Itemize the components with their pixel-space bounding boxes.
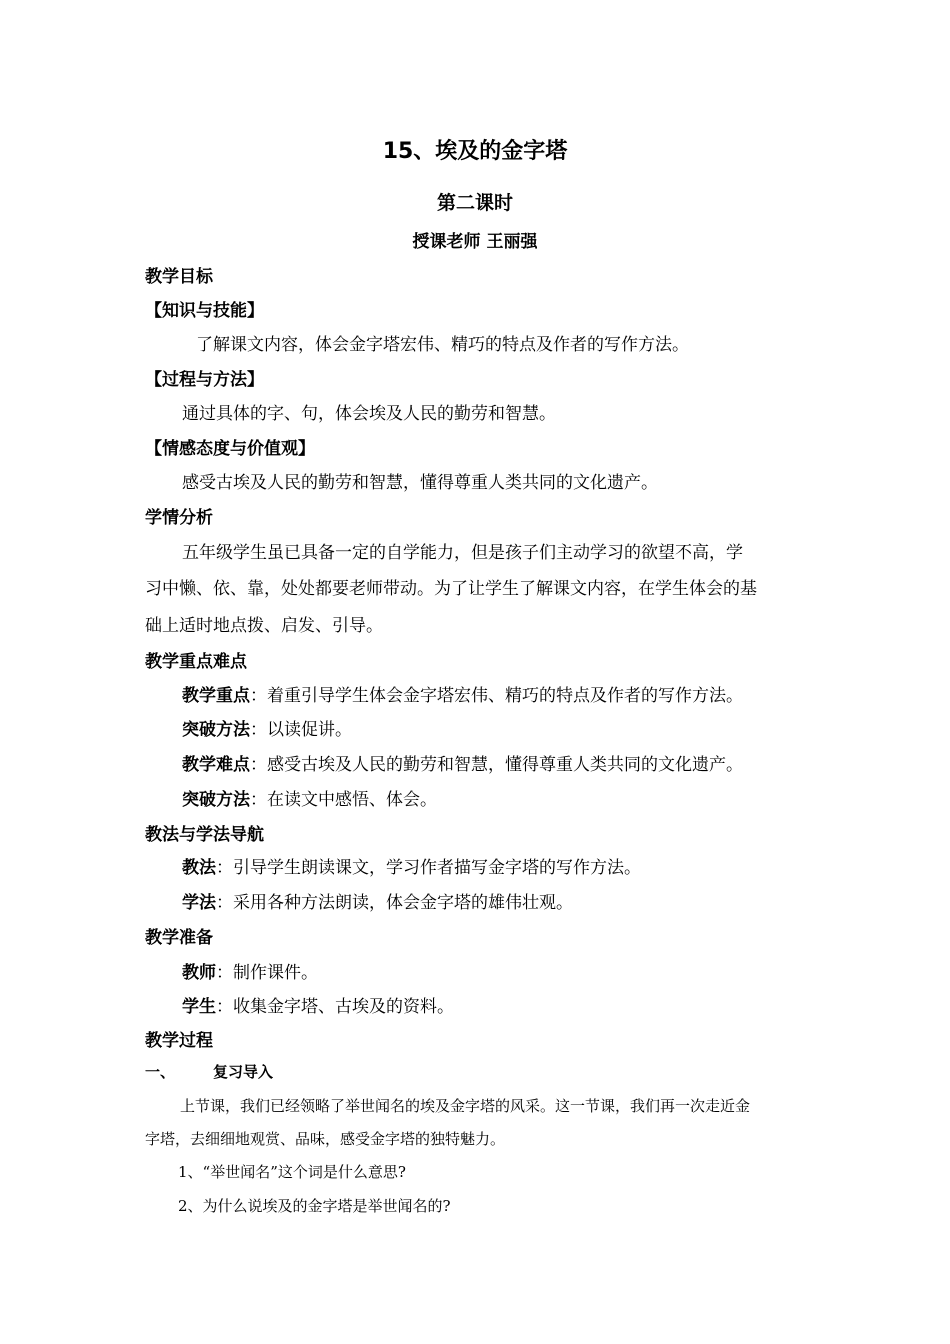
document-subtitle: 第二课时 bbox=[436, 192, 513, 214]
knowledge-heading: 【知识与技能】 bbox=[145, 301, 264, 321]
teach-method-label: 教法 bbox=[182, 858, 216, 878]
section-method: 教法与学法导航 bbox=[145, 825, 264, 845]
intro-line-2: 字塔，去细细地观赏、品味，感受金字塔的独特魅力。 bbox=[145, 1130, 506, 1148]
break-method-2-line bbox=[182, 785, 437, 810]
teach-method-line bbox=[182, 853, 641, 878]
analysis-line-1: 五年级学生虽已具备一定的自学能力，但是孩子们主动学习的欲望不高，学 bbox=[182, 543, 743, 563]
teacher-prep-label: 教师 bbox=[182, 963, 216, 983]
break-method-2-label: 突破方法 bbox=[182, 790, 250, 810]
analysis-line-2: 习中懒、依、靠，处处都要老师带动。为了让学生了解课文内容，在学生体会的基 bbox=[145, 579, 757, 599]
process-text: 通过具体的字、句，体会埃及人民的勤劳和智慧。 bbox=[182, 404, 556, 424]
teacher-prep-text: ：制作课件。 bbox=[216, 963, 318, 983]
process-heading: 【过程与方法】 bbox=[145, 370, 264, 390]
learn-method-line bbox=[182, 888, 573, 913]
question-1: 1、“举世闻名”这个词是什么意思? bbox=[178, 1163, 406, 1181]
intro-line-1: 上节课，我们已经领略了举世闻名的埃及金字塔的风采。这一节课，我们再一次走近金 bbox=[180, 1097, 751, 1115]
student-prep-text: ：收集金字塔、古埃及的资料。 bbox=[216, 997, 454, 1017]
section-analysis: 学情分析 bbox=[145, 508, 213, 528]
analysis-line-3: 础上适时地点拨、启发、引导。 bbox=[145, 616, 383, 636]
teacher-line: 授课老师 王丽强 bbox=[412, 232, 538, 252]
student-prep-label: 学生 bbox=[182, 997, 216, 1017]
difficulty-text: ：感受古埃及人民的勤劳和智慧，懂得尊重人类共同的文化遗产。 bbox=[250, 755, 743, 775]
break-method-1-line bbox=[182, 715, 352, 740]
step-1-title: 复习导入 bbox=[213, 1063, 274, 1081]
section-goals: 教学目标 bbox=[145, 267, 213, 287]
key-point-text: ：着重引导学生体会金字塔宏伟、精巧的特点及作者的写作方法。 bbox=[250, 686, 743, 706]
difficulty-line bbox=[182, 750, 743, 775]
emotion-heading: 【情感态度与价值观】 bbox=[145, 439, 315, 459]
section-prep: 教学准备 bbox=[145, 928, 213, 948]
knowledge-text: 了解课文内容，体会金字塔宏伟、精巧的特点及作者的写作方法。 bbox=[196, 335, 689, 355]
key-point-label: 教学重点 bbox=[182, 686, 250, 706]
difficulty-label: 教学难点 bbox=[182, 755, 250, 775]
break-method-1-text: ：以读促讲。 bbox=[250, 720, 352, 740]
teach-method-text: ：引导学生朗读课文，学习作者描写金字塔的写作方法。 bbox=[216, 858, 641, 878]
section-keypoints: 教学重点难点 bbox=[145, 652, 247, 672]
key-point-line bbox=[182, 681, 743, 706]
break-method-2-text: ：在读文中感悟、体会。 bbox=[250, 790, 437, 810]
teacher-prep-line bbox=[182, 958, 318, 983]
document-title: 15、埃及的金字塔 bbox=[382, 139, 568, 164]
learn-method-text: ：采用各种方法朗读，体会金字塔的雄伟壮观。 bbox=[216, 893, 573, 913]
question-2: 2、为什么说埃及的金字塔是举世闻名的? bbox=[178, 1197, 451, 1215]
section-process: 教学过程 bbox=[145, 1031, 213, 1051]
learn-method-label: 学法 bbox=[182, 893, 216, 913]
emotion-text: 感受古埃及人民的勤劳和智慧，懂得尊重人类共同的文化遗产。 bbox=[182, 473, 658, 493]
step-1-number: 一、 bbox=[145, 1063, 176, 1081]
break-method-1-label: 突破方法 bbox=[182, 720, 250, 740]
student-prep-line bbox=[182, 992, 454, 1017]
